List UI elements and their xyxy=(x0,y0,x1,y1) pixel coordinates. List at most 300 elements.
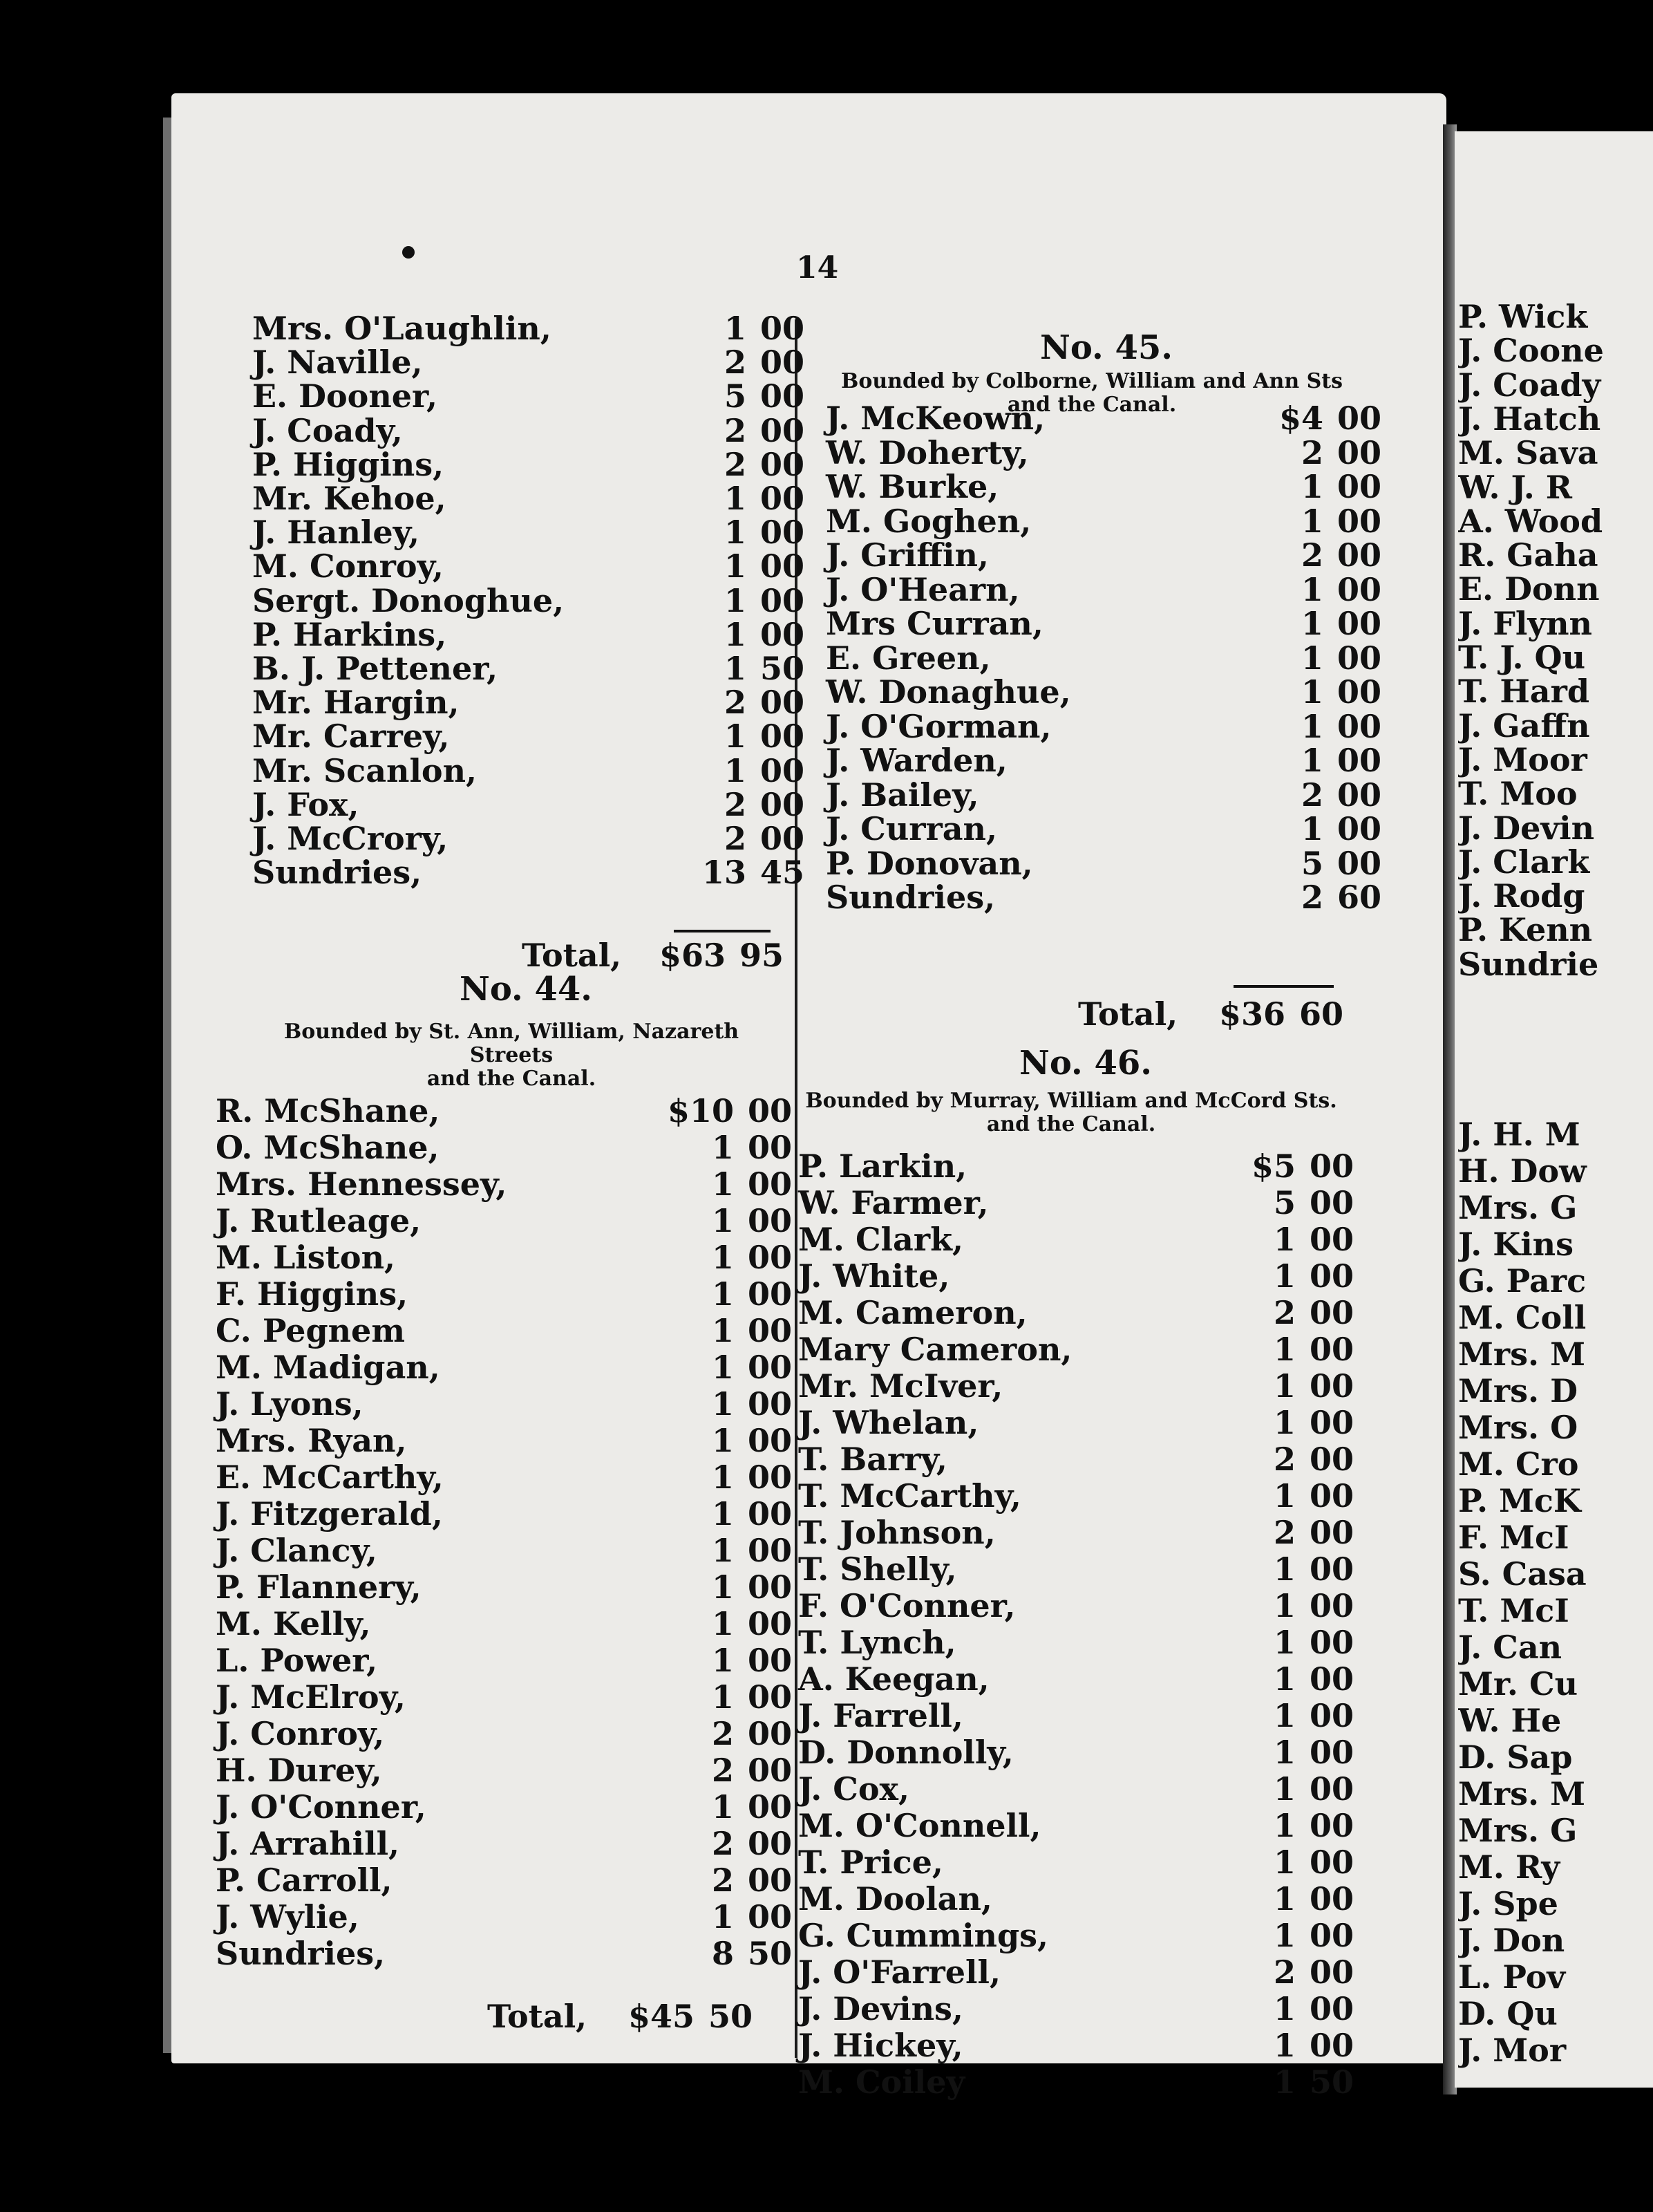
contributor-name: Mrs Curran, xyxy=(826,605,1043,642)
contributor-name: Mr. Carrey, xyxy=(252,718,450,756)
facing-page-name: J. Spe xyxy=(1458,1886,1558,1922)
amount-dollars: 2 xyxy=(724,411,746,449)
contributor-name: J. Rutleage, xyxy=(216,1202,422,1239)
ledger-row xyxy=(252,616,809,653)
contributor-name: A. Keegan, xyxy=(798,1660,990,1698)
amount-cents: 00 xyxy=(760,547,805,585)
ledger-row xyxy=(798,1221,1358,1258)
ledger-row xyxy=(826,776,1386,814)
ledger-row xyxy=(216,1825,796,1862)
ledger-row xyxy=(252,752,809,789)
amount-cents: 60 xyxy=(1337,879,1382,916)
amount-cents: 50 xyxy=(748,1935,793,1972)
total-rule xyxy=(1234,985,1334,988)
amount-dollars: 1 xyxy=(711,1275,734,1313)
amount-dollars: 2 xyxy=(1273,1294,1296,1331)
ledger-row xyxy=(216,1642,796,1679)
amount-dollars: 1 xyxy=(1273,1404,1296,1441)
contributor-name: T. Lynch, xyxy=(798,1624,956,1661)
bounds-line: and the Canal. xyxy=(426,1067,596,1091)
amount-cents: 00 xyxy=(1337,468,1382,505)
contributor-name: M. Clark, xyxy=(798,1221,963,1258)
amount-cents: 00 xyxy=(760,820,805,857)
amount-cents: 00 xyxy=(760,344,805,382)
contributor-name: W. Doherty, xyxy=(826,433,1029,471)
ledger-row xyxy=(798,1660,1358,1698)
facing-page-name: P. Kenn xyxy=(1458,912,1593,948)
amount-dollars: 1 xyxy=(1273,2027,1296,2064)
contributor-name: W. Farmer, xyxy=(798,1184,989,1221)
amount-cents: 00 xyxy=(748,1275,793,1313)
amount-cents: 00 xyxy=(748,1239,793,1276)
amount-dollars: 1 xyxy=(724,650,746,687)
total-dollars: $36 xyxy=(1218,995,1285,1033)
amount-cents: 00 xyxy=(760,581,805,619)
amount-dollars: 1 xyxy=(1301,639,1323,677)
contributor-name: J. Clancy, xyxy=(216,1532,377,1569)
ledger-row xyxy=(216,1752,796,1789)
amount-cents: 00 xyxy=(1310,1367,1354,1405)
amount-dollars: 1 xyxy=(711,1459,734,1496)
contributor-name: T. Johnson, xyxy=(798,1514,996,1551)
amount-cents: 00 xyxy=(748,1715,793,1752)
ledger-row xyxy=(798,1880,1358,1918)
amount-cents: 00 xyxy=(1337,810,1382,847)
ledger-row xyxy=(826,742,1386,779)
contributor-name: T. Price, xyxy=(798,1844,943,1881)
contributor-name: J. Fitzgerald, xyxy=(216,1495,443,1533)
facing-page-name: T. Hard xyxy=(1458,673,1589,710)
amount-dollars: 1 xyxy=(711,1239,734,1276)
amount-dollars: 1 xyxy=(1301,570,1323,608)
contributor-name: J. O'Farrell, xyxy=(798,1953,1001,1991)
ledger-row xyxy=(252,582,809,619)
amount-cents: 00 xyxy=(1310,1404,1354,1441)
contributor-name: P. Harkins, xyxy=(252,615,447,653)
amount-dollars: 2 xyxy=(724,344,746,382)
amount-dollars: 1 xyxy=(711,1898,734,1936)
facing-page-name: R. Gaha xyxy=(1458,537,1598,574)
amount-cents: 00 xyxy=(748,1349,793,1386)
contributor-name: M. Doolan, xyxy=(798,1880,992,1918)
amount-dollars: 1 xyxy=(724,615,746,653)
amount-dollars: 1 xyxy=(1273,1257,1296,1295)
amount-cents: 00 xyxy=(1310,1917,1354,1954)
amount-dollars: 1 xyxy=(711,1422,734,1459)
total-label: Total, xyxy=(487,1998,587,2035)
ledger-row xyxy=(798,1477,1358,1515)
ledger-row xyxy=(798,1953,1358,1991)
facing-page-name: H. Dow xyxy=(1458,1153,1587,1189)
amount-cents: 00 xyxy=(1337,776,1382,814)
contributor-name: J. Griffin, xyxy=(826,536,989,574)
contributor-name: Sundries, xyxy=(252,854,422,892)
amount-cents: 00 xyxy=(1310,1734,1354,1771)
facing-page-name: J. Don xyxy=(1458,1922,1565,1958)
contributor-name: T. McCarthy, xyxy=(798,1477,1021,1515)
amount-dollars: 1 xyxy=(711,1312,734,1349)
ledger-row xyxy=(216,1678,796,1716)
amount-cents: 00 xyxy=(760,411,805,449)
facing-page-name: J. Clark xyxy=(1458,843,1590,880)
amount-cents: 00 xyxy=(1310,1184,1354,1221)
ledger-row xyxy=(216,1898,796,1936)
total-rule xyxy=(674,930,771,932)
amount-cents: 00 xyxy=(748,1422,793,1459)
amount-cents: 00 xyxy=(1310,1331,1354,1368)
contributor-name: Mr. McIver, xyxy=(798,1367,1003,1405)
amount-cents: 00 xyxy=(1337,639,1382,677)
ledger-row xyxy=(252,344,809,381)
facing-page-name: G. Parc xyxy=(1458,1263,1587,1299)
amount-cents: 00 xyxy=(1310,1514,1354,1551)
ledger-row xyxy=(826,845,1386,882)
total-dollars: $63 xyxy=(659,937,726,974)
amount-cents: 00 xyxy=(760,751,805,789)
amount-dollars: 13 xyxy=(701,854,746,892)
amount-dollars: 2 xyxy=(711,1715,734,1752)
ledger-row xyxy=(252,412,809,449)
amount-dollars: 1 xyxy=(1273,1990,1296,2027)
contributor-name: J. Bailey, xyxy=(826,776,979,814)
amount-dollars: $10 xyxy=(667,1092,734,1130)
amount-dollars: 2 xyxy=(1301,536,1323,574)
ledger-row xyxy=(216,1605,796,1642)
ledger-row xyxy=(826,503,1386,540)
contributor-name: J. Devins, xyxy=(798,1990,963,2027)
amount-cents: 00 xyxy=(760,310,805,347)
amount-cents: 00 xyxy=(748,1678,793,1716)
contributor-name: Mr. Hargin, xyxy=(252,684,460,722)
facing-page-name: D. Qu xyxy=(1458,1996,1558,2032)
facing-page-name: J. Moor xyxy=(1458,741,1587,778)
ledger-row xyxy=(798,1294,1358,1331)
amount-cents: 00 xyxy=(1310,1844,1354,1881)
section-heading-45: No. 45. xyxy=(1040,328,1173,367)
ledger-row xyxy=(798,1550,1358,1588)
amount-dollars: 1 xyxy=(1273,1624,1296,1661)
ledger-row xyxy=(798,1404,1358,1441)
contributor-name: M. Kelly, xyxy=(216,1605,371,1642)
amount-dollars: 1 xyxy=(724,751,746,789)
amount-cents: 00 xyxy=(1310,1147,1354,1185)
amount-dollars: 1 xyxy=(711,1349,734,1386)
ledger-row xyxy=(798,1734,1358,1771)
bounds-line: Bounded by Murray, William and McCord Sts. xyxy=(805,1089,1337,1113)
amount-cents: 00 xyxy=(748,1202,793,1239)
amount-dollars: 1 xyxy=(1273,1331,1296,1368)
facing-page-name: Mr. Cu xyxy=(1458,1666,1578,1702)
ledger-row xyxy=(216,1495,796,1533)
facing-page-name: M. Coll xyxy=(1458,1300,1587,1335)
contributor-name: O. McShane, xyxy=(216,1129,440,1166)
contributor-name: J. O'Gorman, xyxy=(826,707,1052,745)
amount-dollars: 1 xyxy=(724,581,746,619)
amount-dollars: 1 xyxy=(1301,605,1323,642)
amount-dollars: 1 xyxy=(711,1202,734,1239)
contributor-name: Mr. Kehoe, xyxy=(252,480,446,517)
total-cents: 95 xyxy=(739,937,784,974)
ledger-row xyxy=(216,1092,796,1130)
contributor-name: J. Cox, xyxy=(798,1770,909,1808)
amount-dollars: 2 xyxy=(1273,1514,1296,1551)
amount-dollars: 2 xyxy=(724,785,746,823)
amount-dollars: 1 xyxy=(1301,502,1323,540)
contributor-name: M. Cameron, xyxy=(798,1294,1028,1331)
ledger-row xyxy=(798,1807,1358,1844)
bounds-line: and the Canal. xyxy=(1007,393,1177,417)
amount-dollars: 1 xyxy=(1273,1477,1296,1515)
ledger-row xyxy=(216,1568,796,1606)
facing-page-name: J. Can xyxy=(1458,1629,1562,1665)
ledger-row xyxy=(216,1862,796,1899)
amount-cents: 00 xyxy=(748,1312,793,1349)
ledger-row xyxy=(798,1367,1358,1405)
amount-dollars: 1 xyxy=(711,1385,734,1423)
ledger-row xyxy=(798,1990,1358,2027)
amount-cents: 00 xyxy=(1337,673,1382,711)
ledger-row xyxy=(826,708,1386,745)
ledger-row xyxy=(798,1624,1358,1661)
contributor-name: M. Madigan, xyxy=(216,1349,440,1386)
amount-dollars: 1 xyxy=(1273,1587,1296,1624)
amount-cents: 00 xyxy=(748,1825,793,1862)
amount-cents: 00 xyxy=(760,615,805,653)
amount-dollars: 1 xyxy=(1273,1734,1296,1771)
ink-spot xyxy=(402,246,415,259)
amount-cents: 00 xyxy=(760,514,805,552)
ledger-row xyxy=(798,1770,1358,1808)
amount-cents: 50 xyxy=(760,650,805,687)
facing-page-name: Mrs. M xyxy=(1458,1336,1585,1372)
amount-cents: 00 xyxy=(748,1898,793,1936)
ledger-row xyxy=(216,1275,796,1313)
facing-page-name: T. J. Qu xyxy=(1458,639,1586,675)
total-label: Total, xyxy=(522,937,622,974)
ledger-row xyxy=(252,377,809,415)
amount-dollars: 5 xyxy=(1273,1184,1296,1221)
contributor-name: Sergt. Donoghue, xyxy=(252,581,565,619)
total-cents: 50 xyxy=(708,1998,753,2035)
ledger-row xyxy=(798,1331,1358,1368)
amount-cents: 00 xyxy=(1310,2027,1354,2064)
amount-dollars: 1 xyxy=(1273,1844,1296,1881)
ledger-row xyxy=(826,673,1386,711)
facing-page-name: J. Coady xyxy=(1458,366,1601,403)
ledger-row xyxy=(216,1459,796,1496)
facing-page-name: P. Wick xyxy=(1458,299,1588,335)
amount-cents: 45 xyxy=(760,854,805,892)
bounds-line: Bounded by St. Ann, William, Nazareth Streets xyxy=(283,1020,739,1067)
amount-cents: 00 xyxy=(748,1165,793,1203)
contributor-name: Sundries, xyxy=(216,1935,386,1972)
amount-cents: 00 xyxy=(760,377,805,415)
amount-cents: 00 xyxy=(1310,1550,1354,1588)
ledger-row xyxy=(826,400,1386,437)
contributor-name: H. Durey, xyxy=(216,1752,382,1789)
contributor-name: Mr. Scanlon, xyxy=(252,751,478,789)
contributor-name: W. Donaghue, xyxy=(826,673,1071,711)
contributor-name: W. Burke, xyxy=(826,468,999,505)
amount-cents: 00 xyxy=(1337,707,1382,745)
amount-dollars: 1 xyxy=(724,514,746,552)
amount-dollars: 1 xyxy=(724,547,746,585)
contributor-name: J. Hickey, xyxy=(798,2027,963,2064)
amount-cents: 00 xyxy=(1310,1697,1354,1734)
amount-cents: 00 xyxy=(1310,1990,1354,2027)
amount-cents: 00 xyxy=(1310,1257,1354,1295)
amount-cents: 00 xyxy=(748,1495,793,1533)
contributor-name: E. Green, xyxy=(826,639,991,677)
amount-dollars: 1 xyxy=(711,1532,734,1569)
contributor-name: J. Wylie, xyxy=(216,1898,359,1936)
amount-cents: 00 xyxy=(748,1752,793,1789)
contributor-name: T. Barry, xyxy=(798,1441,947,1478)
amount-dollars: 2 xyxy=(711,1862,734,1899)
amount-dollars: 1 xyxy=(711,1129,734,1166)
amount-dollars: 1 xyxy=(711,1605,734,1642)
amount-cents: 00 xyxy=(748,1642,793,1679)
amount-cents: 00 xyxy=(760,785,805,823)
amount-dollars: 1 xyxy=(1273,1221,1296,1258)
ledger-row xyxy=(252,650,809,687)
amount-cents: 00 xyxy=(748,1385,793,1423)
ledger-row xyxy=(252,786,809,823)
amount-cents: 00 xyxy=(1337,536,1382,574)
contributor-name: J. Lyons, xyxy=(216,1385,363,1423)
amount-dollars: 2 xyxy=(724,820,746,857)
ledger-row xyxy=(216,1935,796,1972)
ledger-row xyxy=(216,1532,796,1569)
bounds-line: Bounded by Colborne, William and Ann Sts xyxy=(841,369,1343,393)
ledger-row xyxy=(798,1441,1358,1478)
ledger-row xyxy=(826,468,1386,505)
contributor-name: J. Curran, xyxy=(826,810,998,847)
amount-dollars: $4 xyxy=(1278,400,1323,437)
amount-cents: 00 xyxy=(1310,1807,1354,1844)
ledger-row xyxy=(216,1129,796,1166)
amount-cents: 00 xyxy=(1310,1624,1354,1661)
contributor-name: Sundries, xyxy=(826,879,996,916)
ledger-row xyxy=(798,1184,1358,1221)
contributor-name: J. McCrory, xyxy=(252,820,448,857)
amount-dollars: 8 xyxy=(711,1935,734,1972)
ledger-row xyxy=(826,571,1386,608)
ledger-row xyxy=(216,1165,796,1203)
ledger-row xyxy=(216,1312,796,1349)
amount-dollars: 1 xyxy=(711,1495,734,1533)
amount-dollars: 1 xyxy=(1301,742,1323,779)
ledger-row xyxy=(252,684,809,721)
amount-dollars: 1 xyxy=(724,480,746,517)
amount-cents: 00 xyxy=(760,445,805,483)
amount-dollars: 1 xyxy=(711,1678,734,1716)
amount-dollars: 1 xyxy=(1273,1697,1296,1734)
ledger-row xyxy=(826,605,1386,642)
amount-cents: 00 xyxy=(1337,742,1382,779)
ledger-row xyxy=(826,434,1386,471)
amount-dollars: 1 xyxy=(711,1642,734,1679)
amount-cents: 00 xyxy=(1310,1953,1354,1991)
amount-cents: 00 xyxy=(1310,1587,1354,1624)
contributor-name: T. Shelly, xyxy=(798,1550,957,1588)
ledger-row xyxy=(826,639,1386,677)
facing-page-name: P. McK xyxy=(1458,1483,1581,1519)
contributor-name: Mrs. Ryan, xyxy=(216,1422,407,1459)
facing-page-name: W. J. R xyxy=(1458,469,1572,505)
amount-dollars: 1 xyxy=(1273,1550,1296,1588)
contributor-name: L. Power, xyxy=(216,1642,378,1679)
amount-dollars: 1 xyxy=(1301,468,1323,505)
facing-page-name: J. H. M xyxy=(1458,1116,1580,1152)
amount-dollars: 1 xyxy=(711,1568,734,1606)
amount-cents: 00 xyxy=(1310,1880,1354,1918)
facing-page-name: J. Hatch xyxy=(1458,400,1601,437)
amount-cents: 50 xyxy=(1310,2063,1354,2101)
amount-cents: 00 xyxy=(748,1532,793,1569)
ledger-row xyxy=(798,1587,1358,1624)
ledger-row xyxy=(798,1257,1358,1295)
ledger-row xyxy=(798,2027,1358,2064)
ledger-row xyxy=(826,536,1386,574)
total-row xyxy=(487,1998,764,2035)
facing-page-name: Sundrie xyxy=(1458,946,1599,982)
contributor-name: R. McShane, xyxy=(216,1092,440,1130)
amount-dollars: 1 xyxy=(724,718,746,756)
section-bounds-46 xyxy=(802,1089,1341,1136)
contributor-name: J. McElroy, xyxy=(216,1678,406,1716)
contributor-name: M. Coiley xyxy=(798,2063,965,2101)
contributor-name: P. Larkin, xyxy=(798,1147,967,1185)
amount-dollars: 2 xyxy=(724,684,746,722)
facing-page-name: T. Moo xyxy=(1458,776,1578,812)
amount-cents: 00 xyxy=(1310,1660,1354,1698)
contributor-name: J. Arrahill, xyxy=(216,1825,400,1862)
total-dollars: $45 xyxy=(627,1998,695,2035)
amount-cents: 00 xyxy=(1337,605,1382,642)
amount-cents: 00 xyxy=(1337,502,1382,540)
amount-cents: 00 xyxy=(1310,1770,1354,1808)
ledger-row xyxy=(252,514,809,551)
facing-page-name: D. Sap xyxy=(1458,1739,1573,1775)
amount-cents: 00 xyxy=(1337,433,1382,471)
amount-dollars: 2 xyxy=(1301,879,1323,916)
facing-page-name: J. Kins xyxy=(1458,1226,1574,1262)
amount-cents: 00 xyxy=(1337,844,1382,882)
amount-dollars: 1 xyxy=(1301,810,1323,847)
contributor-name: J. Warden, xyxy=(826,742,1008,779)
ledger-row xyxy=(826,810,1386,847)
ledger-row xyxy=(216,1239,796,1276)
page-number: 14 xyxy=(796,250,839,285)
amount-cents: 00 xyxy=(1310,1477,1354,1515)
facing-page-name: J. Coone xyxy=(1458,332,1604,369)
ledger-row xyxy=(252,310,809,347)
ledger-row xyxy=(798,1514,1358,1551)
contributor-name: Mary Cameron, xyxy=(798,1331,1073,1368)
ledger-row xyxy=(216,1715,796,1752)
amount-dollars: 5 xyxy=(1301,844,1323,882)
contributor-name: J. Hanley, xyxy=(252,514,420,552)
contributor-name: P. Higgins, xyxy=(252,445,444,483)
amount-cents: 00 xyxy=(760,718,805,756)
contributor-name: D. Donnolly, xyxy=(798,1734,1014,1771)
facing-page-name: Mrs. O xyxy=(1458,1409,1578,1445)
ledger-row xyxy=(216,1385,796,1423)
facing-page-name: M. Cro xyxy=(1458,1446,1579,1482)
facing-page-name: J. Gaffn xyxy=(1458,707,1590,744)
contributor-name: P. Flannery, xyxy=(216,1568,422,1606)
